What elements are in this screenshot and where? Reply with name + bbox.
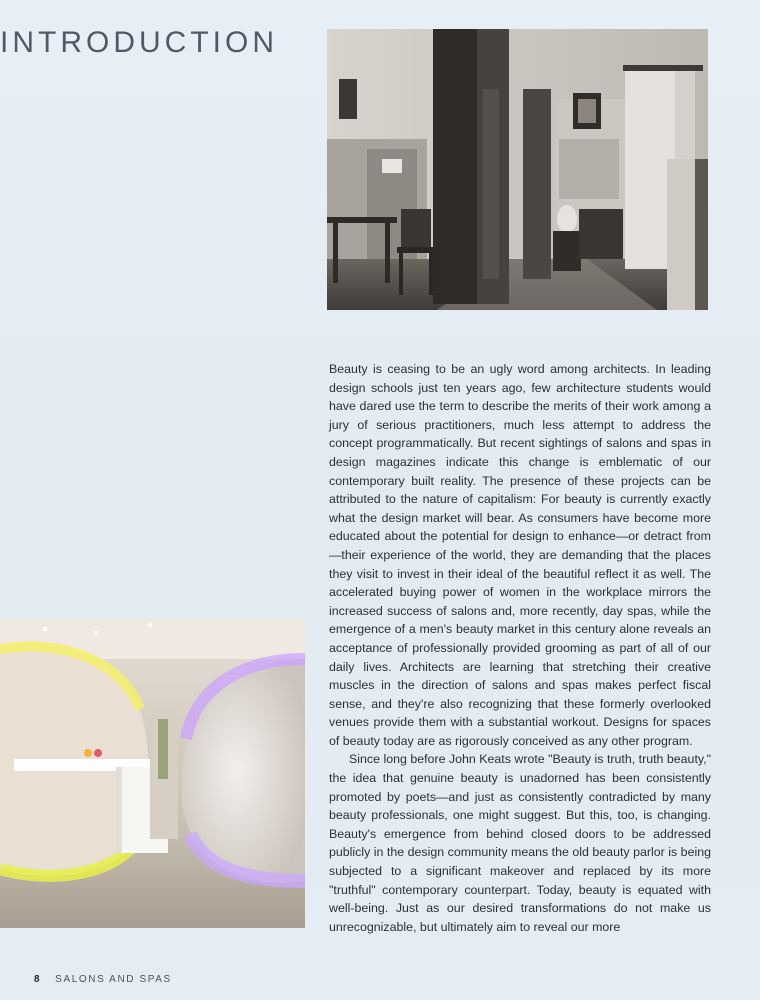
paragraph-2: Since long before John Keats wrote "Beauty is truth, truth beauty," the idea that genuine beauty is unadorned has been consistently promoted by poets—and just as consistently contradicted by many beauty professionals, one might suggest. But this, too, is changing. Beauty's emergence from behind closed doors to be addressed publicly in the design community means the old beauty parlor is being subjected to a significant makeover and replaced by its more "truthful" contemporary counterpart. Today, beauty is equated with well-being. Just as our desired transformations do not make us unrecognizable, but ultimately aim to reveal our more: [329, 752, 711, 934]
historic-interior-photo: [327, 29, 708, 310]
page-title: INTRODUCTION: [0, 26, 278, 59]
section-title: SALONS AND SPAS: [55, 974, 172, 985]
page-footer: [34, 974, 172, 985]
page-number: 8: [34, 974, 42, 985]
article-body: [329, 360, 711, 936]
salon-interior-photo: [0, 619, 305, 928]
paragraph-1: Beauty is ceasing to be an ugly word among architects. In leading design schools just ten years ago, few architecture students would have dared use the term to describe the merits of their work among a jury of serious practitioners, much less attempt to address the concept programmatically. But recent sightings of salons and spas in design magazines indicate this change is emblematic of our contemporary built reality. The presence of these projects can be attributed to the nature of capitalism: For beauty is currently exactly what the design market will bear. As consumers have become more educated about the potential for design to enhance—or detract from—their experience of the world, they are demanding that the places they visit to invest in their ideal of the beautiful reflect it as well. The accelerated buying power of women in the workplace mirrors the increased success of salons and, more recently, day spas, while the emergence of a men's beauty market in this century alone reveals an acceptance of professionally provided grooming as part of all of our daily lives. Architects are learning that stretching their creative muscles in the direction of salons and spas makes perfect fiscal sense, and they're also recognizing that these formerly overlooked venues provide them with a substantial workout. Designs for spaces of beauty today are as rigorously conceived as any other program.: [329, 362, 711, 748]
